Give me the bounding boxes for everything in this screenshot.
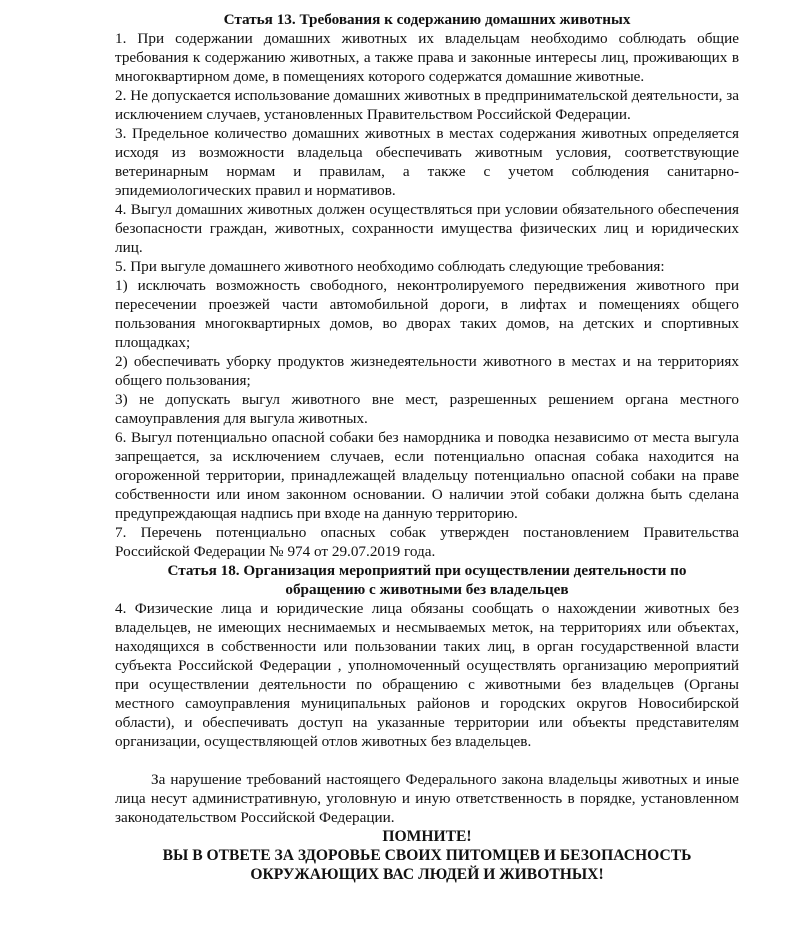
- article-13-paragraph-1: 1. При содержании домашних животных их владельцам необходимо соблюдать общие требования к содержанию животных, а также права и законные интересы лиц, проживающих в многоквартирном доме, в помещениях которого содержатся домашние животные.: [115, 30, 739, 85]
- document-page: [115, 10, 739, 884]
- article-13-item-1: 1) исключать возможность свободного, неконтролируемого передвижения животного при пересечении проезжей части автомобильной дороги, в лифтах и помещениях общего пользования многоквартирных домов, во дворах таких домов, на детских и спортивных площадках;: [115, 277, 739, 351]
- article-13-title: Статья 13. Требования к содержанию домашних животных: [223, 11, 631, 28]
- article-13-paragraph-2: 2. Не допускается использование домашних животных в предпринимательской деятельности, за исключением случаев, установленных Правительством Российской Федерации.: [115, 87, 739, 123]
- article-18-title-line-2: обращению с животными без владельцев: [285, 581, 569, 598]
- article-13-item-3: 3) не допускать выгул животного вне мест, разрешенных решением органа местного самоуправления для выгула животных.: [115, 391, 739, 427]
- article-13-paragraph-4: 4. Выгул домашних животных должен осуществляться при условии обязательного обеспечения безопасности граждан, животных, сохранности имущества физических лиц и юридических лиц.: [115, 201, 739, 256]
- article-13-paragraph-3: 3. Предельное количество домашних животных в местах содержания животных определяется исходя из возможности владельца обеспечивать животным условия, соответствующие ветеринарным нормам и правилам, а также с учетом соблюдения санитарно-эпидемиологических правил и нормативов.: [115, 125, 739, 199]
- slogan-line-2: ОКРУЖАЮЩИХ ВАС ЛЮДЕЙ И ЖИВОТНЫХ!: [250, 866, 604, 883]
- article-13-item-2: 2) обеспечивать уборку продуктов жизнедеятельности животного в местах и на территориях общего пользования;: [115, 353, 739, 389]
- article-13-paragraph-7: 7. Перечень потенциально опасных собак утвержден постановлением Правительства Российской Федерации № 974 от 29.07.2019 года.: [115, 524, 739, 560]
- slogan-line-1: ВЫ В ОТВЕТЕ ЗА ЗДОРОВЬЕ СВОИХ ПИТОМЦЕВ И БЕЗОПАСНОСТЬ: [162, 847, 692, 864]
- spacer: [115, 751, 739, 770]
- article-18-title-line-1: Статья 18. Организация мероприятий при осуществлении деятельности по: [167, 562, 687, 579]
- article-13-paragraph-6: 6. Выгул потенциально опасной собаки без намордника и поводка независимо от места выгула запрещается, за исключением случаев, если потенциально опасная собака находится на огороженной территории, принадлежащей владельцу потенциально опасной собаки на праве собственности или ином законном основании. О наличии этой собаки должна быть сделана предупреждающая надпись при входе на данную территорию.: [115, 429, 739, 522]
- responsibility-paragraph: За нарушение требований настоящего Федерального закона владельцы животных и иные лица несут административную, уголовную и иную ответственность в порядке, установленном законодательством Российской Федерации.: [115, 771, 739, 826]
- article-18-paragraph-4: 4. Физические лица и юридические лица обязаны сообщать о нахождении животных без владельцев, не имеющих неснимаемых и несмываемых меток, на территориях или объектах, находящихся в собственности или пользовании таких лиц, в орган государственной власти субъекта Российской Федерации , уполномоченный осуществлять организацию мероприятий при осуществлении деятельности по обращению с животными без владельцев (Органы местного самоуправления муниципальных районов и городских округов Новосибирской области), и обеспечивать доступ на указанные территории или объекты представителям организации, осуществляющей отлов животных без владельцев.: [115, 600, 739, 750]
- article-13-paragraph-5: 5. При выгуле домашнего животного необходимо соблюдать следующие требования:: [115, 258, 665, 275]
- remember-heading: ПОМНИТЕ!: [382, 828, 472, 845]
